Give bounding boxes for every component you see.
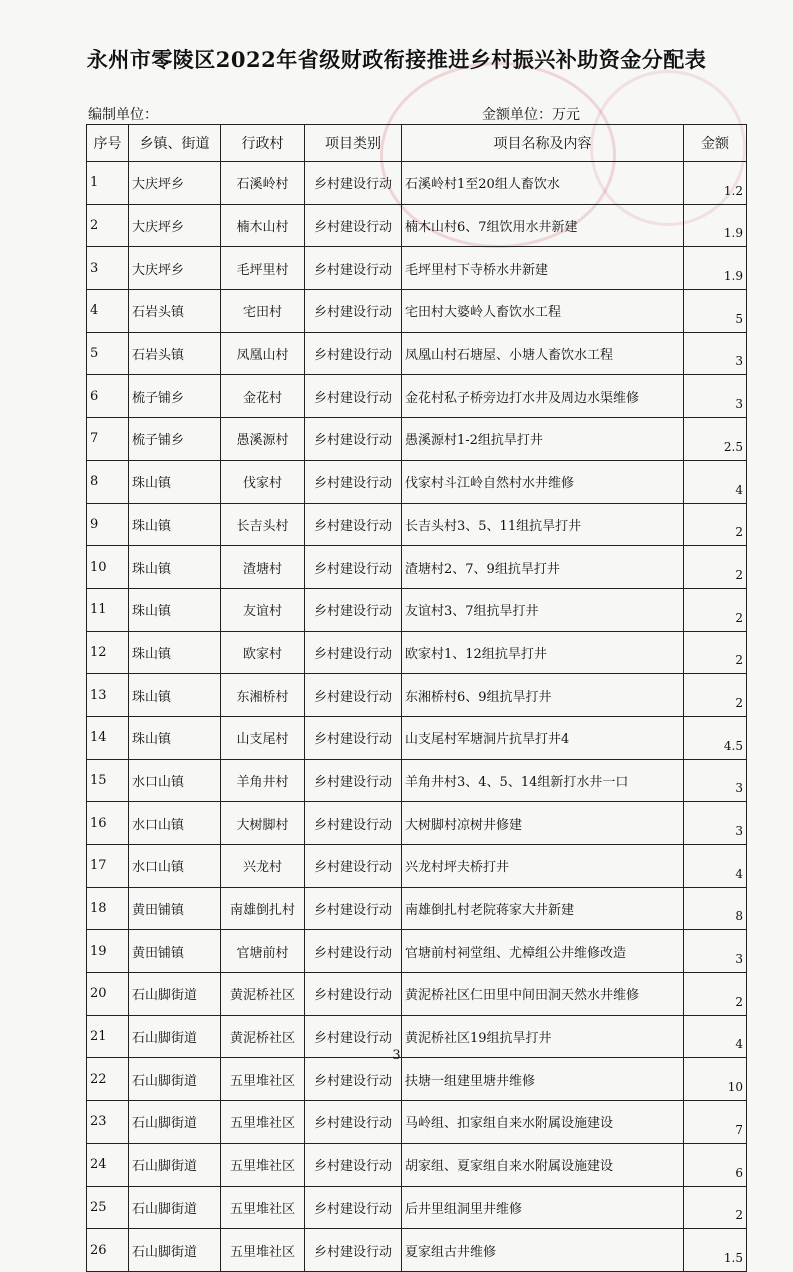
row-index: 10	[87, 546, 129, 589]
row-township: 珠山镇	[129, 503, 221, 546]
table-row	[87, 930, 747, 973]
table-row	[87, 973, 747, 1016]
row-township: 石山脚街道	[129, 1101, 221, 1144]
row-index: 20	[87, 973, 129, 1016]
row-index: 2	[87, 204, 129, 247]
row-project: 东湘桥村6、9组抗旱打井	[402, 674, 684, 717]
row-index: 18	[87, 887, 129, 930]
row-index: 6	[87, 375, 129, 418]
row-village: 羊角井村	[221, 759, 305, 802]
row-project: 楠木山村6、7组饮用水井新建	[402, 204, 684, 247]
row-category: 乡村建设行动	[305, 588, 402, 631]
row-index: 22	[87, 1058, 129, 1101]
row-township: 珠山镇	[129, 546, 221, 589]
row-village: 南雄倒扎村	[221, 887, 305, 930]
row-village: 友谊村	[221, 588, 305, 631]
row-project: 大树脚村凉树井修建	[402, 802, 684, 845]
page-number: 3	[392, 1048, 401, 1063]
row-township: 珠山镇	[129, 631, 221, 674]
table-row	[87, 460, 747, 503]
row-amount: 2	[684, 1186, 747, 1229]
row-township: 梳子铺乡	[129, 375, 221, 418]
row-amount: 4	[684, 845, 747, 888]
row-project: 欧家村1、12组抗旱打井	[402, 631, 684, 674]
row-township: 珠山镇	[129, 674, 221, 717]
row-amount: 1.5	[684, 1229, 747, 1272]
row-village: 渣塘村	[221, 546, 305, 589]
row-index: 26	[87, 1229, 129, 1272]
row-township: 石山脚街道	[129, 1058, 221, 1101]
row-category: 乡村建设行动	[305, 1229, 402, 1272]
table-row	[87, 418, 747, 461]
row-amount: 2	[684, 546, 747, 589]
row-amount: 3	[684, 375, 747, 418]
row-village: 欧家村	[221, 631, 305, 674]
row-project: 长吉头村3、5、11组抗旱打井	[402, 503, 684, 546]
row-category: 乡村建设行动	[305, 503, 402, 546]
table-row	[87, 631, 747, 674]
row-amount: 3	[684, 332, 747, 375]
row-index: 7	[87, 418, 129, 461]
row-category: 乡村建设行动	[305, 375, 402, 418]
row-village: 黄泥桥社区	[221, 1015, 305, 1058]
row-index: 14	[87, 716, 129, 759]
row-project: 愚溪源村1-2组抗旱打井	[402, 418, 684, 461]
row-village: 伐家村	[221, 460, 305, 503]
row-category: 乡村建设行动	[305, 1186, 402, 1229]
row-project: 扶塘一组建里塘井维修	[402, 1058, 684, 1101]
row-project: 山支尾村军塘洞片抗旱打井4	[402, 716, 684, 759]
row-amount: 4	[684, 460, 747, 503]
row-village: 石溪岭村	[221, 162, 305, 205]
row-township: 石山脚街道	[129, 1143, 221, 1186]
row-township: 石山脚街道	[129, 1186, 221, 1229]
row-index: 19	[87, 930, 129, 973]
row-project: 石溪岭村1至20组人畜饮水	[402, 162, 684, 205]
row-township: 大庆坪乡	[129, 247, 221, 290]
row-village: 宅田村	[221, 290, 305, 333]
row-project: 后井里组洞里井维修	[402, 1186, 684, 1229]
row-index: 8	[87, 460, 129, 503]
row-index: 15	[87, 759, 129, 802]
row-amount: 1.9	[684, 247, 747, 290]
row-index: 21	[87, 1015, 129, 1058]
allocation-table	[86, 124, 747, 1272]
row-category: 乡村建设行动	[305, 1143, 402, 1186]
table-row	[87, 290, 747, 333]
row-category: 乡村建设行动	[305, 162, 402, 205]
row-project: 渣塘村2、7、9组抗旱打井	[402, 546, 684, 589]
row-project: 羊角井村3、4、5、14组新打水井一口	[402, 759, 684, 802]
row-category: 乡村建设行动	[305, 930, 402, 973]
row-township: 石岩头镇	[129, 290, 221, 333]
row-amount: 2	[684, 588, 747, 631]
table-row	[87, 332, 747, 375]
row-category: 乡村建设行动	[305, 845, 402, 888]
table-row	[87, 674, 747, 717]
row-index: 1	[87, 162, 129, 205]
row-village: 毛坪里村	[221, 247, 305, 290]
row-amount: 3	[684, 759, 747, 802]
row-amount: 10	[684, 1058, 747, 1101]
row-amount: 8	[684, 887, 747, 930]
row-project: 胡家组、夏家组自来水附属设施建设	[402, 1143, 684, 1186]
table-row	[87, 1058, 747, 1101]
table-row	[87, 1143, 747, 1186]
compiling-unit-label: 编制单位：	[88, 107, 158, 123]
row-category: 乡村建设行动	[305, 546, 402, 589]
row-village: 官塘前村	[221, 930, 305, 973]
row-village: 长吉头村	[221, 503, 305, 546]
row-category: 乡村建设行动	[305, 674, 402, 717]
row-township: 珠山镇	[129, 460, 221, 503]
row-village: 兴龙村	[221, 845, 305, 888]
row-township: 石山脚街道	[129, 973, 221, 1016]
row-project: 友谊村3、7组抗旱打井	[402, 588, 684, 631]
row-village: 愚溪源村	[221, 418, 305, 461]
row-category: 乡村建设行动	[305, 1101, 402, 1144]
row-township: 石山脚街道	[129, 1229, 221, 1272]
row-village: 金花村	[221, 375, 305, 418]
row-village: 楠木山村	[221, 204, 305, 247]
table-row	[87, 247, 747, 290]
table-body	[87, 162, 747, 1272]
amount-unit-label: 金额单位：万元	[482, 107, 580, 123]
table-row	[87, 716, 747, 759]
row-project: 毛坪里村下寺桥水井新建	[402, 247, 684, 290]
row-category: 乡村建设行动	[305, 290, 402, 333]
header-index: 序号	[87, 125, 129, 162]
row-village: 凤凰山村	[221, 332, 305, 375]
row-amount: 2	[684, 503, 747, 546]
row-category: 乡村建设行动	[305, 460, 402, 503]
row-township: 水口山镇	[129, 845, 221, 888]
row-amount: 4	[684, 1015, 747, 1058]
row-amount: 1.9	[684, 204, 747, 247]
row-township: 梳子铺乡	[129, 418, 221, 461]
row-project: 马岭组、扣家组自来水附属设施建设	[402, 1101, 684, 1144]
header-township: 乡镇、街道	[129, 125, 221, 162]
row-village: 黄泥桥社区	[221, 973, 305, 1016]
row-index: 23	[87, 1101, 129, 1144]
row-village: 五里堆社区	[221, 1058, 305, 1101]
row-category: 乡村建设行动	[305, 247, 402, 290]
header-amount: 金额	[684, 125, 747, 162]
row-amount: 2	[684, 631, 747, 674]
row-amount: 3	[684, 930, 747, 973]
row-township: 珠山镇	[129, 716, 221, 759]
row-index: 16	[87, 802, 129, 845]
row-category: 乡村建设行动	[305, 887, 402, 930]
row-township: 黄田铺镇	[129, 930, 221, 973]
row-village: 五里堆社区	[221, 1143, 305, 1186]
table-header-row	[87, 125, 747, 162]
row-project: 兴龙村坪夫桥打井	[402, 845, 684, 888]
table-row	[87, 1186, 747, 1229]
row-project: 黄泥桥社区仁田里中间田洞天然水井维修	[402, 973, 684, 1016]
table-row	[87, 1229, 747, 1272]
table-row	[87, 546, 747, 589]
row-project: 伐家村斗江岭自然村水井维修	[402, 460, 684, 503]
row-index: 3	[87, 247, 129, 290]
table-row	[87, 845, 747, 888]
row-village: 大树脚村	[221, 802, 305, 845]
row-amount: 5	[684, 290, 747, 333]
row-township: 水口山镇	[129, 802, 221, 845]
row-index: 12	[87, 631, 129, 674]
row-index: 17	[87, 845, 129, 888]
row-category: 乡村建设行动	[305, 631, 402, 674]
row-township: 水口山镇	[129, 759, 221, 802]
row-township: 珠山镇	[129, 588, 221, 631]
table-row	[87, 503, 747, 546]
row-project: 官塘前村祠堂组、尤樟组公井维修改造	[402, 930, 684, 973]
row-category: 乡村建设行动	[305, 332, 402, 375]
row-project: 凤凰山村石塘屋、小塘人畜饮水工程	[402, 332, 684, 375]
row-amount: 7	[684, 1101, 747, 1144]
row-category: 乡村建设行动	[305, 973, 402, 1016]
row-project: 夏家组古井维修	[402, 1229, 684, 1272]
row-township: 黄田铺镇	[129, 887, 221, 930]
document-title: 永州市零陵区2022年省级财政衔接推进乡村振兴补助资金分配表	[86, 47, 707, 72]
header-category: 项目类别	[305, 125, 402, 162]
row-amount: 2	[684, 973, 747, 1016]
row-index: 4	[87, 290, 129, 333]
table-row	[87, 162, 747, 205]
row-project: 金花村私子桥旁边打水井及周边水渠维修	[402, 375, 684, 418]
row-amount: 6	[684, 1143, 747, 1186]
row-village: 五里堆社区	[221, 1101, 305, 1144]
row-village: 山支尾村	[221, 716, 305, 759]
row-amount: 1.2	[684, 162, 747, 205]
row-village: 五里堆社区	[221, 1229, 305, 1272]
table-row	[87, 204, 747, 247]
row-index: 5	[87, 332, 129, 375]
table-row	[87, 588, 747, 631]
row-village: 五里堆社区	[221, 1186, 305, 1229]
row-category: 乡村建设行动	[305, 716, 402, 759]
row-category: 乡村建设行动	[305, 204, 402, 247]
table-row	[87, 375, 747, 418]
row-village: 东湘桥村	[221, 674, 305, 717]
row-category: 乡村建设行动	[305, 1058, 402, 1101]
row-township: 石岩头镇	[129, 332, 221, 375]
row-index: 11	[87, 588, 129, 631]
header-village: 行政村	[221, 125, 305, 162]
header-project: 项目名称及内容	[402, 125, 684, 162]
row-amount: 2.5	[684, 418, 747, 461]
row-index: 9	[87, 503, 129, 546]
row-category: 乡村建设行动	[305, 759, 402, 802]
row-index: 25	[87, 1186, 129, 1229]
row-project: 宅田村大婆岭人畜饮水工程	[402, 290, 684, 333]
row-category: 乡村建设行动	[305, 1015, 402, 1058]
row-index: 24	[87, 1143, 129, 1186]
row-amount: 3	[684, 802, 747, 845]
table-row	[87, 887, 747, 930]
row-project: 黄泥桥社区19组抗旱打井	[402, 1015, 684, 1058]
row-township: 石山脚街道	[129, 1015, 221, 1058]
row-category: 乡村建设行动	[305, 802, 402, 845]
row-township: 大庆坪乡	[129, 162, 221, 205]
row-township: 大庆坪乡	[129, 204, 221, 247]
row-category: 乡村建设行动	[305, 418, 402, 461]
table-row	[87, 802, 747, 845]
table-row	[87, 759, 747, 802]
row-amount: 2	[684, 674, 747, 717]
row-project: 南雄倒扎村老院蒋家大井新建	[402, 887, 684, 930]
row-amount: 4.5	[684, 716, 747, 759]
row-index: 13	[87, 674, 129, 717]
